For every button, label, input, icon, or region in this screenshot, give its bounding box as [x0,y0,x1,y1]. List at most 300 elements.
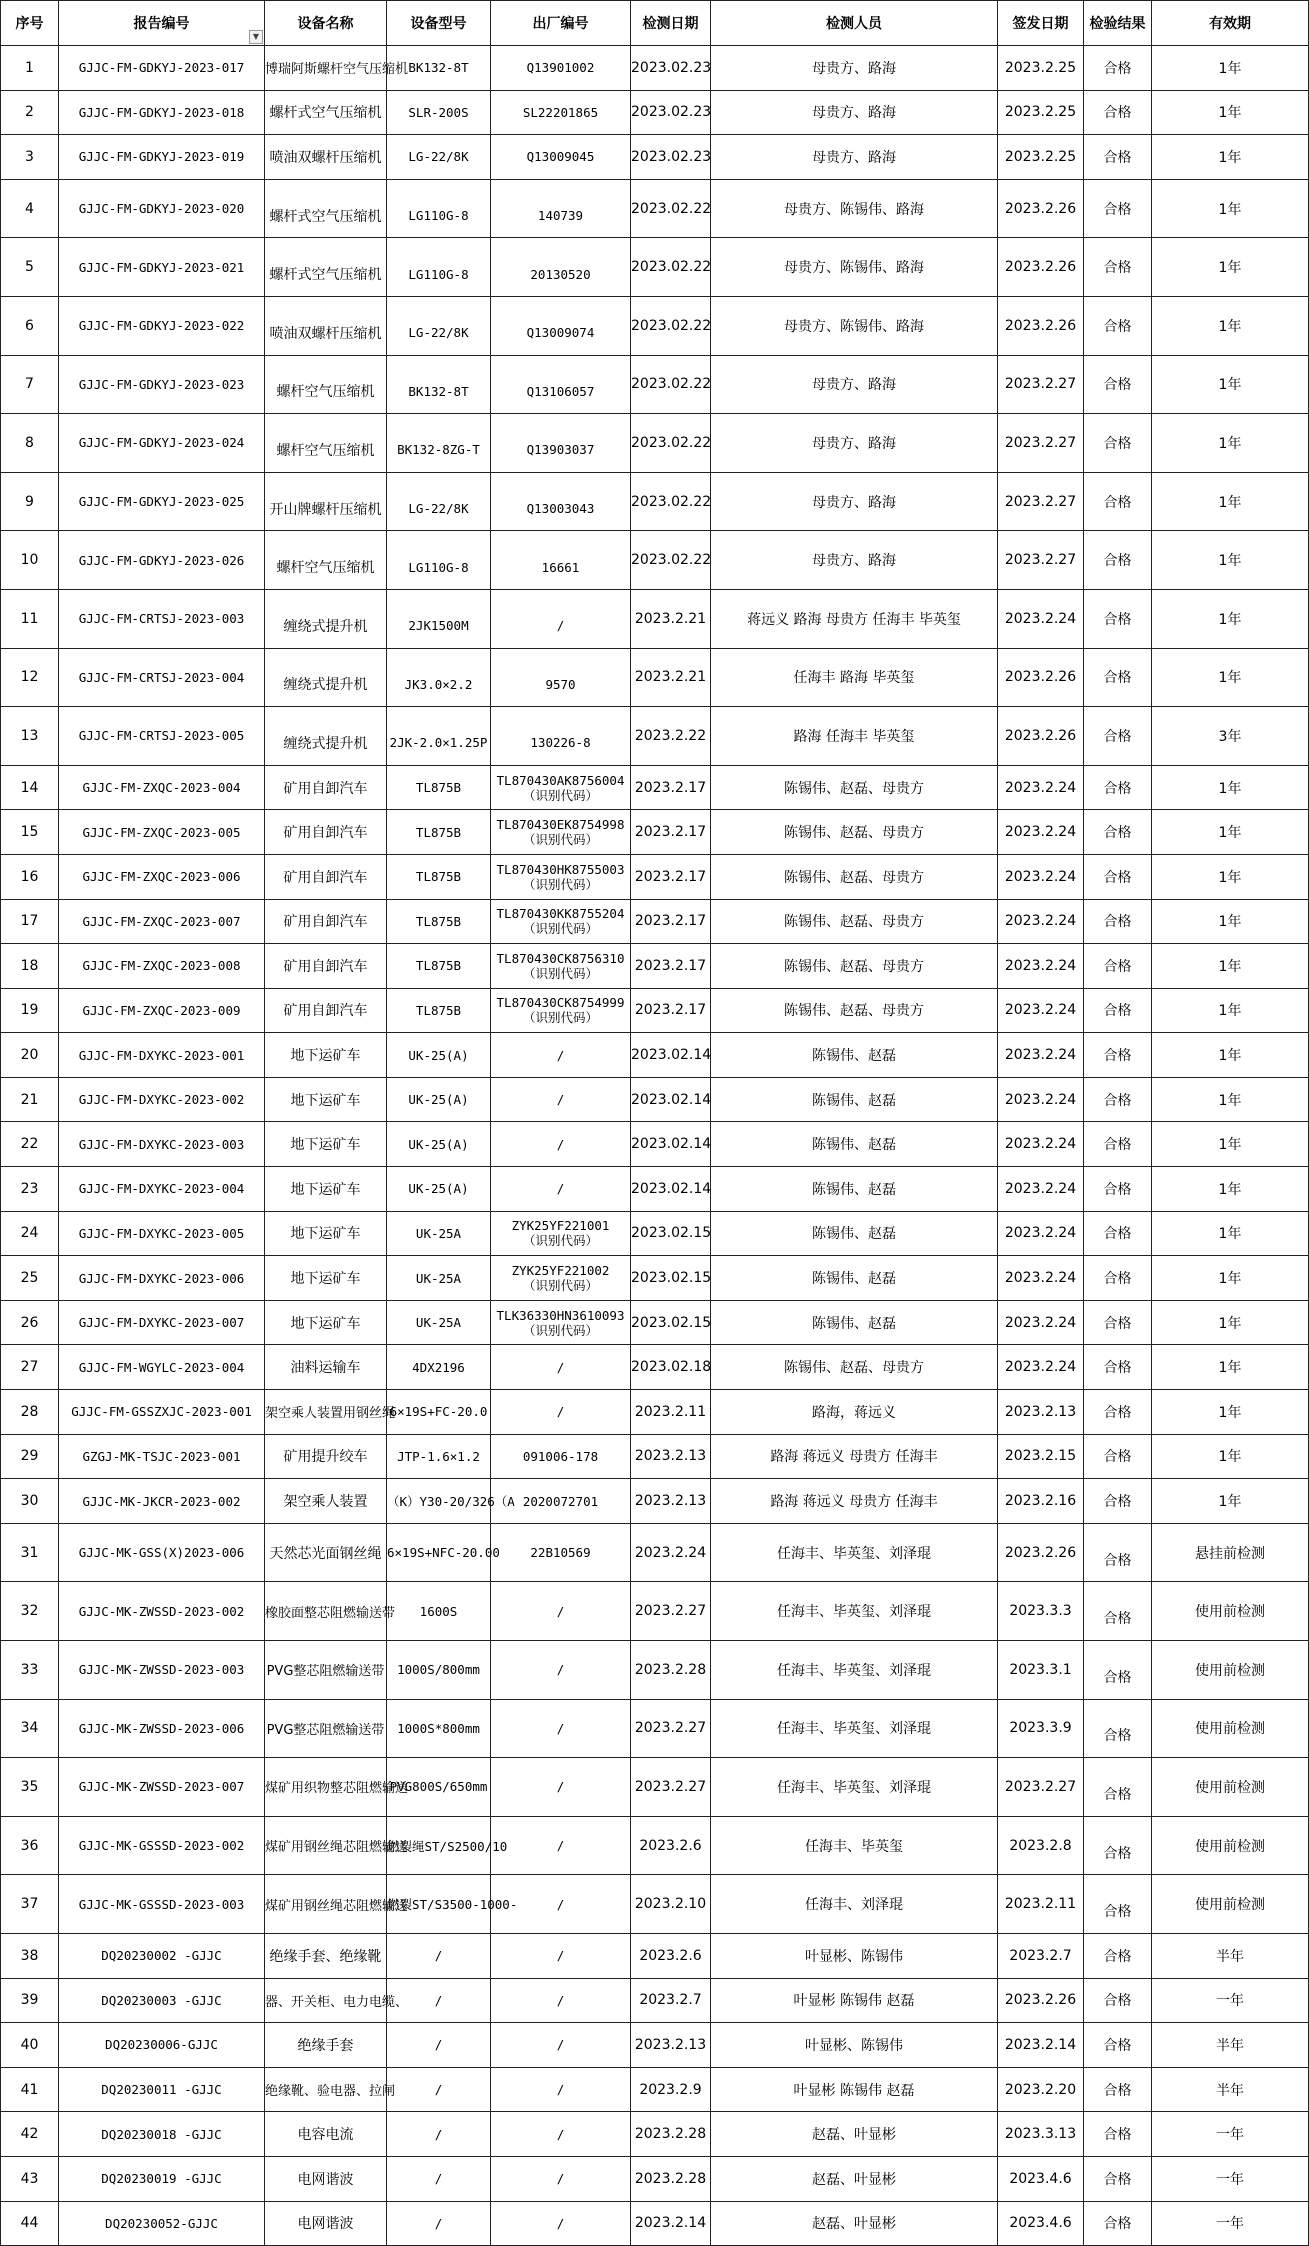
cell-serial[interactable]: / [491,2067,631,2112]
cell-issue-date[interactable]: 2023.2.25 [998,90,1084,135]
cell-serial[interactable]: 2020072701 [491,1479,631,1524]
cell-result[interactable]: 合格 [1084,1077,1152,1122]
cell-serial[interactable]: Q13903037 [491,414,631,473]
cell-serial[interactable] [491,1211,631,1256]
cell-result[interactable]: 合格 [1084,707,1152,766]
cell-serial[interactable] [491,810,631,855]
cell-validity[interactable]: 半年 [1152,1933,1309,1978]
cell-issue-date[interactable]: 2023.2.14 [998,2023,1084,2068]
cell-issue-date[interactable]: 2023.2.11 [998,1875,1084,1934]
cell-model[interactable]: 2JK-2.0×1.25P [387,707,491,766]
cell-test-date[interactable]: 2023.2.17 [631,899,711,944]
cell-inspectors[interactable]: 母贵方、路海 [711,472,998,531]
cell-test-date[interactable]: 2023.02.18 [631,1345,711,1390]
cell-equipment-name[interactable]: 煤矿用织物整芯阻燃输送 [265,1758,387,1817]
cell-equipment-name[interactable]: 绝缘靴、验电器、拉闸 [265,2067,387,2112]
cell-validity[interactable]: 使用前检测 [1152,1582,1309,1641]
cell-issue-date[interactable]: 2023.2.24 [998,1077,1084,1122]
cell-result[interactable]: 合格 [1084,135,1152,180]
cell-inspectors[interactable]: 任海丰、毕英玺 [711,1816,998,1875]
cell-report-no[interactable]: GJJC-FM-GDKYJ-2023-019 [59,135,265,180]
cell-test-date[interactable]: 2023.2.27 [631,1582,711,1641]
column-header-test-date[interactable] [631,1,711,46]
cell-serial[interactable] [491,944,631,989]
cell-issue-date[interactable]: 2023.2.24 [998,1167,1084,1212]
cell-serial[interactable]: 9570 [491,648,631,707]
cell-inspectors[interactable]: 母贵方、路海 [711,355,998,414]
cell-seq[interactable]: 25 [1,1256,59,1301]
cell-serial[interactable]: 16661 [491,531,631,590]
cell-result[interactable]: 合格 [1084,1033,1152,1078]
table-row[interactable] [1,1641,1309,1700]
cell-inspectors[interactable]: 任海丰、毕英玺、刘泽琨 [711,1758,998,1817]
cell-seq[interactable]: 7 [1,355,59,414]
cell-result[interactable]: 合格 [1084,2156,1152,2201]
cell-model[interactable]: LG-22/8K [387,296,491,355]
cell-serial[interactable]: / [491,1641,631,1700]
cell-result[interactable]: 合格 [1084,1933,1152,1978]
cell-model[interactable]: 燃裂绳ST/S2500/10 [387,1816,491,1875]
cell-result[interactable]: 合格 [1084,472,1152,531]
cell-report-no[interactable]: GJJC-FM-CRTSJ-2023-004 [59,648,265,707]
cell-seq[interactable]: 29 [1,1434,59,1479]
table-row[interactable] [1,1033,1309,1078]
cell-inspectors[interactable]: 路海 蒋远义 母贵方 任海丰 [711,1479,998,1524]
cell-equipment-name[interactable]: 架空乘人装置 [265,1479,387,1524]
cell-serial[interactable]: / [491,1875,631,1934]
cell-seq[interactable]: 23 [1,1167,59,1212]
cell-test-date[interactable]: 2023.02.14 [631,1033,711,1078]
cell-result[interactable]: 合格 [1084,1875,1152,1934]
cell-serial[interactable]: 130226-8 [491,707,631,766]
cell-equipment-name[interactable]: 绝缘手套 [265,2023,387,2068]
cell-issue-date[interactable]: 2023.2.27 [998,531,1084,590]
table-row[interactable] [1,238,1309,297]
table-row[interactable] [1,1256,1309,1301]
cell-seq[interactable]: 37 [1,1875,59,1934]
cell-serial[interactable]: / [491,1167,631,1212]
cell-report-no[interactable]: GJJC-FM-ZXQC-2023-007 [59,899,265,944]
table-row[interactable] [1,472,1309,531]
cell-model[interactable]: 4DX2196 [387,1345,491,1390]
cell-inspectors[interactable]: 任海丰、毕英玺、刘泽琨 [711,1641,998,1700]
cell-result[interactable]: 合格 [1084,90,1152,135]
cell-model[interactable]: JK3.0×2.2 [387,648,491,707]
column-header-inspectors[interactable] [711,1,998,46]
cell-serial[interactable] [491,1256,631,1301]
cell-issue-date[interactable]: 2023.2.27 [998,472,1084,531]
cell-model[interactable]: 燃裂ST/S3500-1000- [387,1875,491,1934]
cell-model[interactable]: （K）Y30-20/326（A [387,1479,491,1524]
cell-report-no[interactable]: GJJC-FM-CRTSJ-2023-003 [59,589,265,648]
cell-report-no[interactable]: GJJC-MK-ZWSSD-2023-007 [59,1758,265,1817]
cell-serial[interactable]: / [491,1699,631,1758]
cell-test-date[interactable]: 2023.02.14 [631,1122,711,1167]
cell-inspectors[interactable]: 任海丰 路海 毕英玺 [711,648,998,707]
cell-model[interactable]: UK-25(A) [387,1167,491,1212]
cell-seq[interactable]: 3 [1,135,59,180]
cell-test-date[interactable]: 2023.02.22 [631,355,711,414]
cell-test-date[interactable]: 2023.2.13 [631,1479,711,1524]
cell-test-date[interactable]: 2023.2.17 [631,765,711,810]
cell-result[interactable]: 合格 [1084,988,1152,1033]
cell-validity[interactable]: 1年 [1152,589,1309,648]
cell-model[interactable]: LG110G-8 [387,238,491,297]
cell-validity[interactable]: 1年 [1152,355,1309,414]
table-row[interactable] [1,1211,1309,1256]
cell-seq[interactable]: 15 [1,810,59,855]
cell-equipment-name[interactable]: 矿用自卸汽车 [265,854,387,899]
cell-inspectors[interactable]: 陈锡伟、赵磊、母贵方 [711,810,998,855]
cell-validity[interactable]: 1年 [1152,1211,1309,1256]
cell-issue-date[interactable]: 2023.2.15 [998,1434,1084,1479]
cell-equipment-name[interactable]: 开山牌螺杆压缩机 [265,472,387,531]
cell-model[interactable]: / [387,2112,491,2157]
cell-test-date[interactable]: 2023.2.13 [631,1434,711,1479]
cell-validity[interactable]: 1年 [1152,1122,1309,1167]
cell-result[interactable]: 合格 [1084,589,1152,648]
cell-validity[interactable]: 1年 [1152,1300,1309,1345]
cell-test-date[interactable]: 2023.02.22 [631,531,711,590]
cell-equipment-name[interactable]: 矿用自卸汽车 [265,988,387,1033]
cell-test-date[interactable]: 2023.02.22 [631,296,711,355]
cell-report-no[interactable]: GJJC-MK-ZWSSD-2023-006 [59,1699,265,1758]
table-row[interactable] [1,707,1309,766]
cell-serial[interactable] [491,765,631,810]
cell-issue-date[interactable]: 2023.2.26 [998,1523,1084,1582]
cell-issue-date[interactable]: 2023.2.24 [998,1300,1084,1345]
cell-model[interactable]: TL875B [387,899,491,944]
cell-issue-date[interactable]: 2023.2.24 [998,1345,1084,1390]
cell-report-no[interactable]: GJJC-FM-ZXQC-2023-005 [59,810,265,855]
cell-equipment-name[interactable]: 地下运矿车 [265,1167,387,1212]
cell-validity[interactable]: 使用前检测 [1152,1816,1309,1875]
cell-report-no[interactable]: GJJC-MK-ZWSSD-2023-002 [59,1582,265,1641]
cell-equipment-name[interactable]: 地下运矿车 [265,1256,387,1301]
cell-test-date[interactable]: 2023.2.6 [631,1933,711,1978]
cell-report-no[interactable]: GJJC-FM-GSSZXJC-2023-001 [59,1390,265,1435]
cell-validity[interactable]: 1年 [1152,1434,1309,1479]
cell-serial[interactable]: / [491,1077,631,1122]
cell-model[interactable]: 2JK1500M [387,589,491,648]
table-row[interactable] [1,589,1309,648]
cell-model[interactable]: BK132-8ZG-T [387,414,491,473]
cell-serial[interactable]: / [491,1345,631,1390]
cell-serial[interactable]: / [491,1816,631,1875]
cell-seq[interactable]: 5 [1,238,59,297]
cell-inspectors[interactable]: 路海 蒋远义 母贵方 任海丰 [711,1434,998,1479]
cell-validity[interactable]: 1年 [1152,899,1309,944]
cell-equipment-name[interactable]: 地下运矿车 [265,1300,387,1345]
cell-inspectors[interactable]: 陈锡伟、赵磊、母贵方 [711,944,998,989]
cell-validity[interactable]: 半年 [1152,2023,1309,2068]
cell-test-date[interactable]: 2023.2.17 [631,854,711,899]
cell-validity[interactable]: 1年 [1152,1167,1309,1212]
cell-result[interactable]: 合格 [1084,1479,1152,1524]
cell-model[interactable]: UK-25A [387,1300,491,1345]
cell-model[interactable]: UK-25A [387,1256,491,1301]
cell-validity[interactable]: 1年 [1152,1256,1309,1301]
cell-seq[interactable]: 42 [1,2112,59,2157]
cell-issue-date[interactable]: 2023.2.20 [998,2067,1084,2112]
cell-result[interactable]: 合格 [1084,1816,1152,1875]
cell-validity[interactable]: 1年 [1152,1479,1309,1524]
cell-validity[interactable]: 悬挂前检测 [1152,1523,1309,1582]
cell-result[interactable]: 合格 [1084,2067,1152,2112]
cell-report-no[interactable]: GJJC-MK-GSSSD-2023-003 [59,1875,265,1934]
cell-result[interactable]: 合格 [1084,1167,1152,1212]
cell-serial[interactable] [491,988,631,1033]
cell-seq[interactable]: 44 [1,2201,59,2246]
cell-validity[interactable]: 一年 [1152,2201,1309,2246]
cell-report-no[interactable]: GJJC-FM-DXYKC-2023-001 [59,1033,265,1078]
cell-model[interactable]: / [387,2023,491,2068]
cell-serial[interactable]: / [491,1033,631,1078]
cell-report-no[interactable]: DQ20230002 -GJJC [59,1933,265,1978]
cell-equipment-name[interactable]: 电网谐波 [265,2201,387,2246]
cell-serial[interactable]: / [491,1758,631,1817]
cell-issue-date[interactable]: 2023.2.24 [998,854,1084,899]
cell-inspectors[interactable]: 陈锡伟、赵磊 [711,1256,998,1301]
cell-equipment-name[interactable]: 油料运输车 [265,1345,387,1390]
cell-serial[interactable]: 091006-178 [491,1434,631,1479]
cell-test-date[interactable]: 2023.2.28 [631,1641,711,1700]
cell-validity[interactable]: 1年 [1152,238,1309,297]
column-header-result[interactable] [1084,1,1152,46]
cell-report-no[interactable]: GJJC-FM-DXYKC-2023-003 [59,1122,265,1167]
cell-test-date[interactable]: 2023.2.28 [631,2156,711,2201]
cell-result[interactable]: 合格 [1084,1300,1152,1345]
cell-serial[interactable]: Q13003043 [491,472,631,531]
cell-model[interactable]: 1600S [387,1582,491,1641]
cell-test-date[interactable]: 2023.02.15 [631,1300,711,1345]
table-row[interactable] [1,2067,1309,2112]
table-row[interactable] [1,1582,1309,1641]
cell-serial[interactable]: / [491,1933,631,1978]
cell-issue-date[interactable]: 2023.3.9 [998,1699,1084,1758]
cell-validity[interactable]: 一年 [1152,2112,1309,2157]
cell-seq[interactable]: 34 [1,1699,59,1758]
cell-test-date[interactable]: 2023.02.23 [631,90,711,135]
cell-test-date[interactable]: 2023.2.13 [631,2023,711,2068]
cell-test-date[interactable]: 2023.02.14 [631,1167,711,1212]
cell-report-no[interactable]: GJJC-FM-ZXQC-2023-008 [59,944,265,989]
cell-result[interactable]: 合格 [1084,1582,1152,1641]
cell-serial[interactable]: / [491,589,631,648]
cell-equipment-name[interactable]: 煤矿用钢丝绳芯阻燃输送 [265,1875,387,1934]
cell-equipment-name[interactable]: 电网谐波 [265,2156,387,2201]
cell-seq[interactable]: 1 [1,46,59,91]
cell-result[interactable]: 合格 [1084,1390,1152,1435]
cell-issue-date[interactable]: 2023.4.6 [998,2201,1084,2246]
cell-model[interactable]: 1000S*800mm [387,1699,491,1758]
cell-serial[interactable]: / [491,1582,631,1641]
cell-test-date[interactable]: 2023.2.28 [631,2112,711,2157]
table-row[interactable] [1,414,1309,473]
cell-report-no[interactable]: GJJC-MK-ZWSSD-2023-003 [59,1641,265,1700]
cell-issue-date[interactable]: 2023.2.26 [998,648,1084,707]
cell-test-date[interactable]: 2023.2.24 [631,1523,711,1582]
cell-issue-date[interactable]: 2023.2.24 [998,589,1084,648]
cell-report-no[interactable]: GJJC-FM-ZXQC-2023-006 [59,854,265,899]
cell-equipment-name[interactable]: 地下运矿车 [265,1122,387,1167]
cell-test-date[interactable]: 2023.2.17 [631,810,711,855]
cell-seq[interactable]: 6 [1,296,59,355]
column-header-seq[interactable] [1,1,59,46]
cell-equipment-name[interactable]: 矿用自卸汽车 [265,765,387,810]
cell-test-date[interactable]: 2023.02.22 [631,179,711,238]
cell-inspectors[interactable]: 陈锡伟、赵磊 [711,1122,998,1167]
cell-seq[interactable]: 43 [1,2156,59,2201]
cell-report-no[interactable]: GJJC-FM-GDKYJ-2023-024 [59,414,265,473]
cell-report-no[interactable]: GJJC-FM-DXYKC-2023-004 [59,1167,265,1212]
cell-inspectors[interactable]: 母贵方、路海 [711,414,998,473]
table-row[interactable] [1,2156,1309,2201]
cell-seq[interactable]: 21 [1,1077,59,1122]
cell-result[interactable]: 合格 [1084,1345,1152,1390]
cell-model[interactable]: / [387,2201,491,2246]
cell-serial[interactable]: 22B10569 [491,1523,631,1582]
cell-serial[interactable]: 140739 [491,179,631,238]
table-row[interactable] [1,1758,1309,1817]
cell-result[interactable]: 合格 [1084,899,1152,944]
cell-report-no[interactable]: GZGJ-MK-TSJC-2023-001 [59,1434,265,1479]
table-row[interactable] [1,2023,1309,2068]
cell-validity[interactable]: 1年 [1152,1345,1309,1390]
cell-inspectors[interactable]: 蒋远义 路海 母贵方 任海丰 毕英玺 [711,589,998,648]
table-row[interactable] [1,1122,1309,1167]
cell-validity[interactable]: 一年 [1152,1978,1309,2023]
cell-equipment-name[interactable]: 螺杆式空气压缩机 [265,90,387,135]
table-row[interactable] [1,355,1309,414]
column-header-issue-date[interactable] [998,1,1084,46]
cell-validity[interactable]: 1年 [1152,90,1309,135]
cell-seq[interactable]: 28 [1,1390,59,1435]
cell-issue-date[interactable]: 2023.4.6 [998,2156,1084,2201]
cell-result[interactable]: 合格 [1084,944,1152,989]
cell-report-no[interactable]: GJJC-FM-GDKYJ-2023-026 [59,531,265,590]
cell-equipment-name[interactable]: 博瑞阿斯螺杆空气压缩机 [265,46,387,91]
cell-test-date[interactable]: 2023.2.21 [631,589,711,648]
cell-inspectors[interactable]: 母贵方、陈锡伟、路海 [711,238,998,297]
cell-test-date[interactable]: 2023.2.6 [631,1816,711,1875]
cell-model[interactable]: TL875B [387,988,491,1033]
cell-equipment-name[interactable]: 地下运矿车 [265,1033,387,1078]
cell-seq[interactable]: 39 [1,1978,59,2023]
cell-report-no[interactable]: DQ20230003 -GJJC [59,1978,265,2023]
cell-seq[interactable]: 27 [1,1345,59,1390]
cell-report-no[interactable]: GJJC-FM-CRTSJ-2023-005 [59,707,265,766]
cell-test-date[interactable]: 2023.02.14 [631,1077,711,1122]
cell-equipment-name[interactable]: 螺杆空气压缩机 [265,355,387,414]
cell-model[interactable]: BK132-8T [387,355,491,414]
cell-serial[interactable]: Q13009074 [491,296,631,355]
cell-equipment-name[interactable]: 矿用自卸汽车 [265,944,387,989]
cell-inspectors[interactable]: 陈锡伟、赵磊、母贵方 [711,899,998,944]
cell-issue-date[interactable]: 2023.2.24 [998,1122,1084,1167]
cell-model[interactable]: UK-25A [387,1211,491,1256]
table-row[interactable] [1,1077,1309,1122]
cell-issue-date[interactable]: 2023.2.26 [998,707,1084,766]
table-row[interactable] [1,179,1309,238]
cell-test-date[interactable]: 2023.02.22 [631,238,711,297]
cell-serial[interactable]: / [491,2156,631,2201]
cell-issue-date[interactable]: 2023.2.27 [998,1758,1084,1817]
column-header-model[interactable] [387,1,491,46]
cell-report-no[interactable]: GJJC-MK-GSSSD-2023-002 [59,1816,265,1875]
cell-test-date[interactable]: 2023.02.22 [631,414,711,473]
cell-validity[interactable]: 1年 [1152,296,1309,355]
cell-issue-date[interactable]: 2023.2.24 [998,944,1084,989]
table-row[interactable] [1,944,1309,989]
cell-result[interactable]: 合格 [1084,2112,1152,2157]
cell-validity[interactable]: 使用前检测 [1152,1641,1309,1700]
cell-model[interactable]: PVG800S/650mm [387,1758,491,1817]
cell-validity[interactable]: 1年 [1152,1077,1309,1122]
cell-equipment-name[interactable]: 喷油双螺杆压缩机 [265,135,387,180]
cell-equipment-name[interactable]: 缠绕式提升机 [265,648,387,707]
cell-seq[interactable]: 40 [1,2023,59,2068]
cell-report-no[interactable]: DQ20230011 -GJJC [59,2067,265,2112]
cell-result[interactable]: 合格 [1084,1122,1152,1167]
cell-test-date[interactable]: 2023.02.23 [631,135,711,180]
cell-seq[interactable]: 18 [1,944,59,989]
cell-validity[interactable]: 1年 [1152,854,1309,899]
cell-model[interactable]: TL875B [387,854,491,899]
cell-inspectors[interactable]: 陈锡伟、赵磊、母贵方 [711,854,998,899]
cell-seq[interactable]: 19 [1,988,59,1033]
cell-seq[interactable]: 33 [1,1641,59,1700]
table-row[interactable] [1,810,1309,855]
table-row[interactable] [1,296,1309,355]
cell-model[interactable]: 1000S/800mm [387,1641,491,1700]
column-header-validity[interactable] [1152,1,1309,46]
cell-inspectors[interactable]: 陈锡伟、赵磊 [711,1167,998,1212]
cell-result[interactable]: 合格 [1084,1641,1152,1700]
cell-report-no[interactable]: GJJC-FM-WGYLC-2023-004 [59,1345,265,1390]
cell-model[interactable]: SLR-200S [387,90,491,135]
cell-model[interactable]: JTP-1.6×1.2 [387,1434,491,1479]
cell-seq[interactable]: 16 [1,854,59,899]
cell-serial[interactable]: / [491,2112,631,2157]
cell-seq[interactable]: 9 [1,472,59,531]
cell-result[interactable]: 合格 [1084,179,1152,238]
cell-result[interactable]: 合格 [1084,2023,1152,2068]
cell-test-date[interactable]: 2023.2.17 [631,944,711,989]
cell-model[interactable]: BK132-8T [387,46,491,91]
cell-result[interactable]: 合格 [1084,765,1152,810]
table-row[interactable] [1,1933,1309,1978]
cell-issue-date[interactable]: 2023.2.26 [998,238,1084,297]
cell-inspectors[interactable]: 叶显彬 陈锡伟 赵磊 [711,2067,998,2112]
cell-report-no[interactable]: GJJC-FM-GDKYJ-2023-017 [59,46,265,91]
table-row[interactable] [1,135,1309,180]
table-row[interactable] [1,90,1309,135]
cell-serial[interactable]: / [491,2201,631,2246]
cell-inspectors[interactable]: 母贵方、路海 [711,90,998,135]
cell-serial[interactable] [491,899,631,944]
cell-seq[interactable]: 36 [1,1816,59,1875]
cell-issue-date[interactable]: 2023.3.3 [998,1582,1084,1641]
table-row[interactable] [1,2112,1309,2157]
cell-inspectors[interactable]: 陈锡伟、赵磊 [711,1211,998,1256]
cell-report-no[interactable]: GJJC-FM-DXYKC-2023-006 [59,1256,265,1301]
cell-validity[interactable]: 1年 [1152,46,1309,91]
cell-seq[interactable]: 35 [1,1758,59,1817]
cell-equipment-name[interactable]: 喷油双螺杆压缩机 [265,296,387,355]
cell-seq[interactable]: 38 [1,1933,59,1978]
cell-serial[interactable]: / [491,2023,631,2068]
